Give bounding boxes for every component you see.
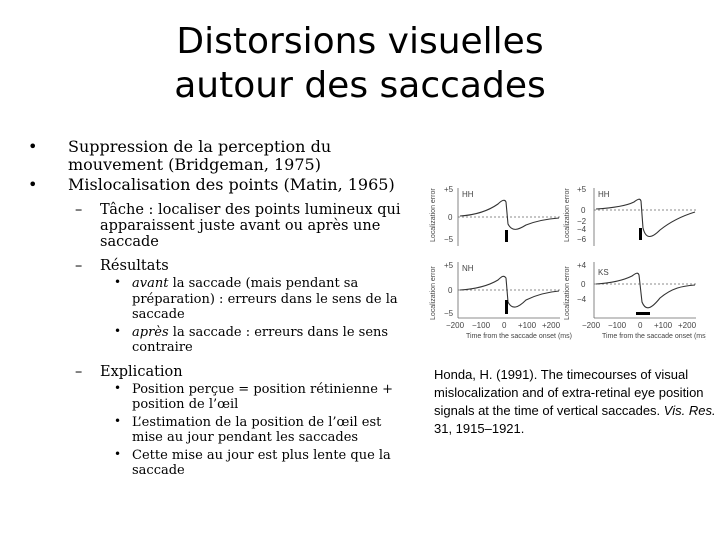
x-tick: −100 [472,321,491,330]
title-line-1: Distorsions visuelles [176,21,544,62]
y-tick: +4 [577,261,587,270]
y-tick: 0 [448,286,453,295]
x-tick: −200 [582,321,601,330]
figure-caption: Honda, H. (1991). The timecourses of visual mislocalization and of extra-retinal eye position signals at the time of vertical saccades. Vis. Res. 31, 1915–1921. [434,367,716,436]
x-tick: 0 [638,321,643,330]
curve-hh-left [460,200,559,229]
journal-name: Vis. Res. [663,403,716,418]
y-axis-label-top-right: Localization error [564,188,571,242]
slide-title [0,20,720,108]
explanation-item-3: • Cette mise au jour est plus lente que la saccade [114,446,391,478]
y-tick: 0 [448,213,453,222]
bullet-marker: • [28,137,38,156]
bullet-marker: • [114,275,122,289]
figure-svg [426,180,706,340]
y-tick: −5 [444,309,454,318]
x-tick: +200 [542,321,561,330]
sub-bullet-results: – Résultats [75,258,169,274]
bullet-marker: • [114,446,122,461]
saccade-marker [636,312,650,315]
dash-marker: – [75,258,83,274]
dash-marker: – [75,363,83,380]
bullet-motion-suppression: • Suppression de la perception du mouvement (Bridgeman, 1975) [28,137,332,174]
explanation-item-2: • L’estimation de la position de l’œil est mise au jour pendant les saccades [114,413,382,445]
result-before-saccade: • avant la saccade (mais pendant sa préparation) : erreurs dans le sens de la saccade [114,275,398,322]
y-tick: 0 [581,206,586,215]
x-axis-label-left: Time from the saccade onset (ms) [466,333,572,340]
y-axis-label-bottom-right: Localization error [564,266,571,320]
bullet-mislocalization: • Mislocalisation des points (Matin, 1965) [28,175,395,194]
curve-nh [460,276,559,307]
saccade-marker [505,230,508,242]
y-tick: 0 [581,280,586,289]
bullet-list [28,138,408,479]
x-tick: +100 [518,321,537,330]
x-tick: +100 [654,321,673,330]
y-tick: +5 [577,185,587,194]
y-axis-label-top-left: Localization error [430,188,437,242]
x-tick: −200 [446,321,465,330]
x-tick: +200 [678,321,697,330]
title-line-2: autour des saccades [174,65,546,106]
y-tick: −2 [577,217,587,226]
sub-bullet-explanation: – Explication [75,363,183,380]
bullet-marker: • [114,323,122,338]
curve-hh-right [596,199,695,236]
x-tick: −100 [608,321,627,330]
dash-marker: – [75,202,83,218]
y-tick: +5 [444,185,454,194]
y-tick: −4 [577,225,587,234]
saccade-marker [639,228,642,240]
curve-ks [596,273,695,308]
y-tick: −5 [444,235,454,244]
result-after-saccade: • après la saccade : erreurs dans le sens contraire [114,323,389,355]
y-tick: −6 [577,235,587,244]
y-tick: −4 [577,295,587,304]
explanation-item-1: • Position perçue = position rétinienne + position de l’œil [114,380,393,412]
y-axis-label-bottom-left: Localization error [430,266,437,320]
panel-label-hh-right: HH [598,190,610,199]
mislocalization-figure [426,180,706,340]
panel-label-nh: NH [462,264,474,273]
panel-label-hh-left: HH [462,190,474,199]
bullet-marker: • [114,413,122,428]
saccade-marker [505,300,508,314]
bullet-marker: • [114,380,122,395]
sub-bullet-task: – Tâche : localiser des points lumineux qui apparaissent juste avant ou après une saccade [75,202,401,250]
bullet-marker: • [28,175,38,194]
y-tick: +5 [444,261,454,270]
panel-label-ks: KS [598,268,609,277]
x-axis-label-right: Time from the saccade onset (ms) [602,333,706,340]
x-tick: 0 [502,321,507,330]
